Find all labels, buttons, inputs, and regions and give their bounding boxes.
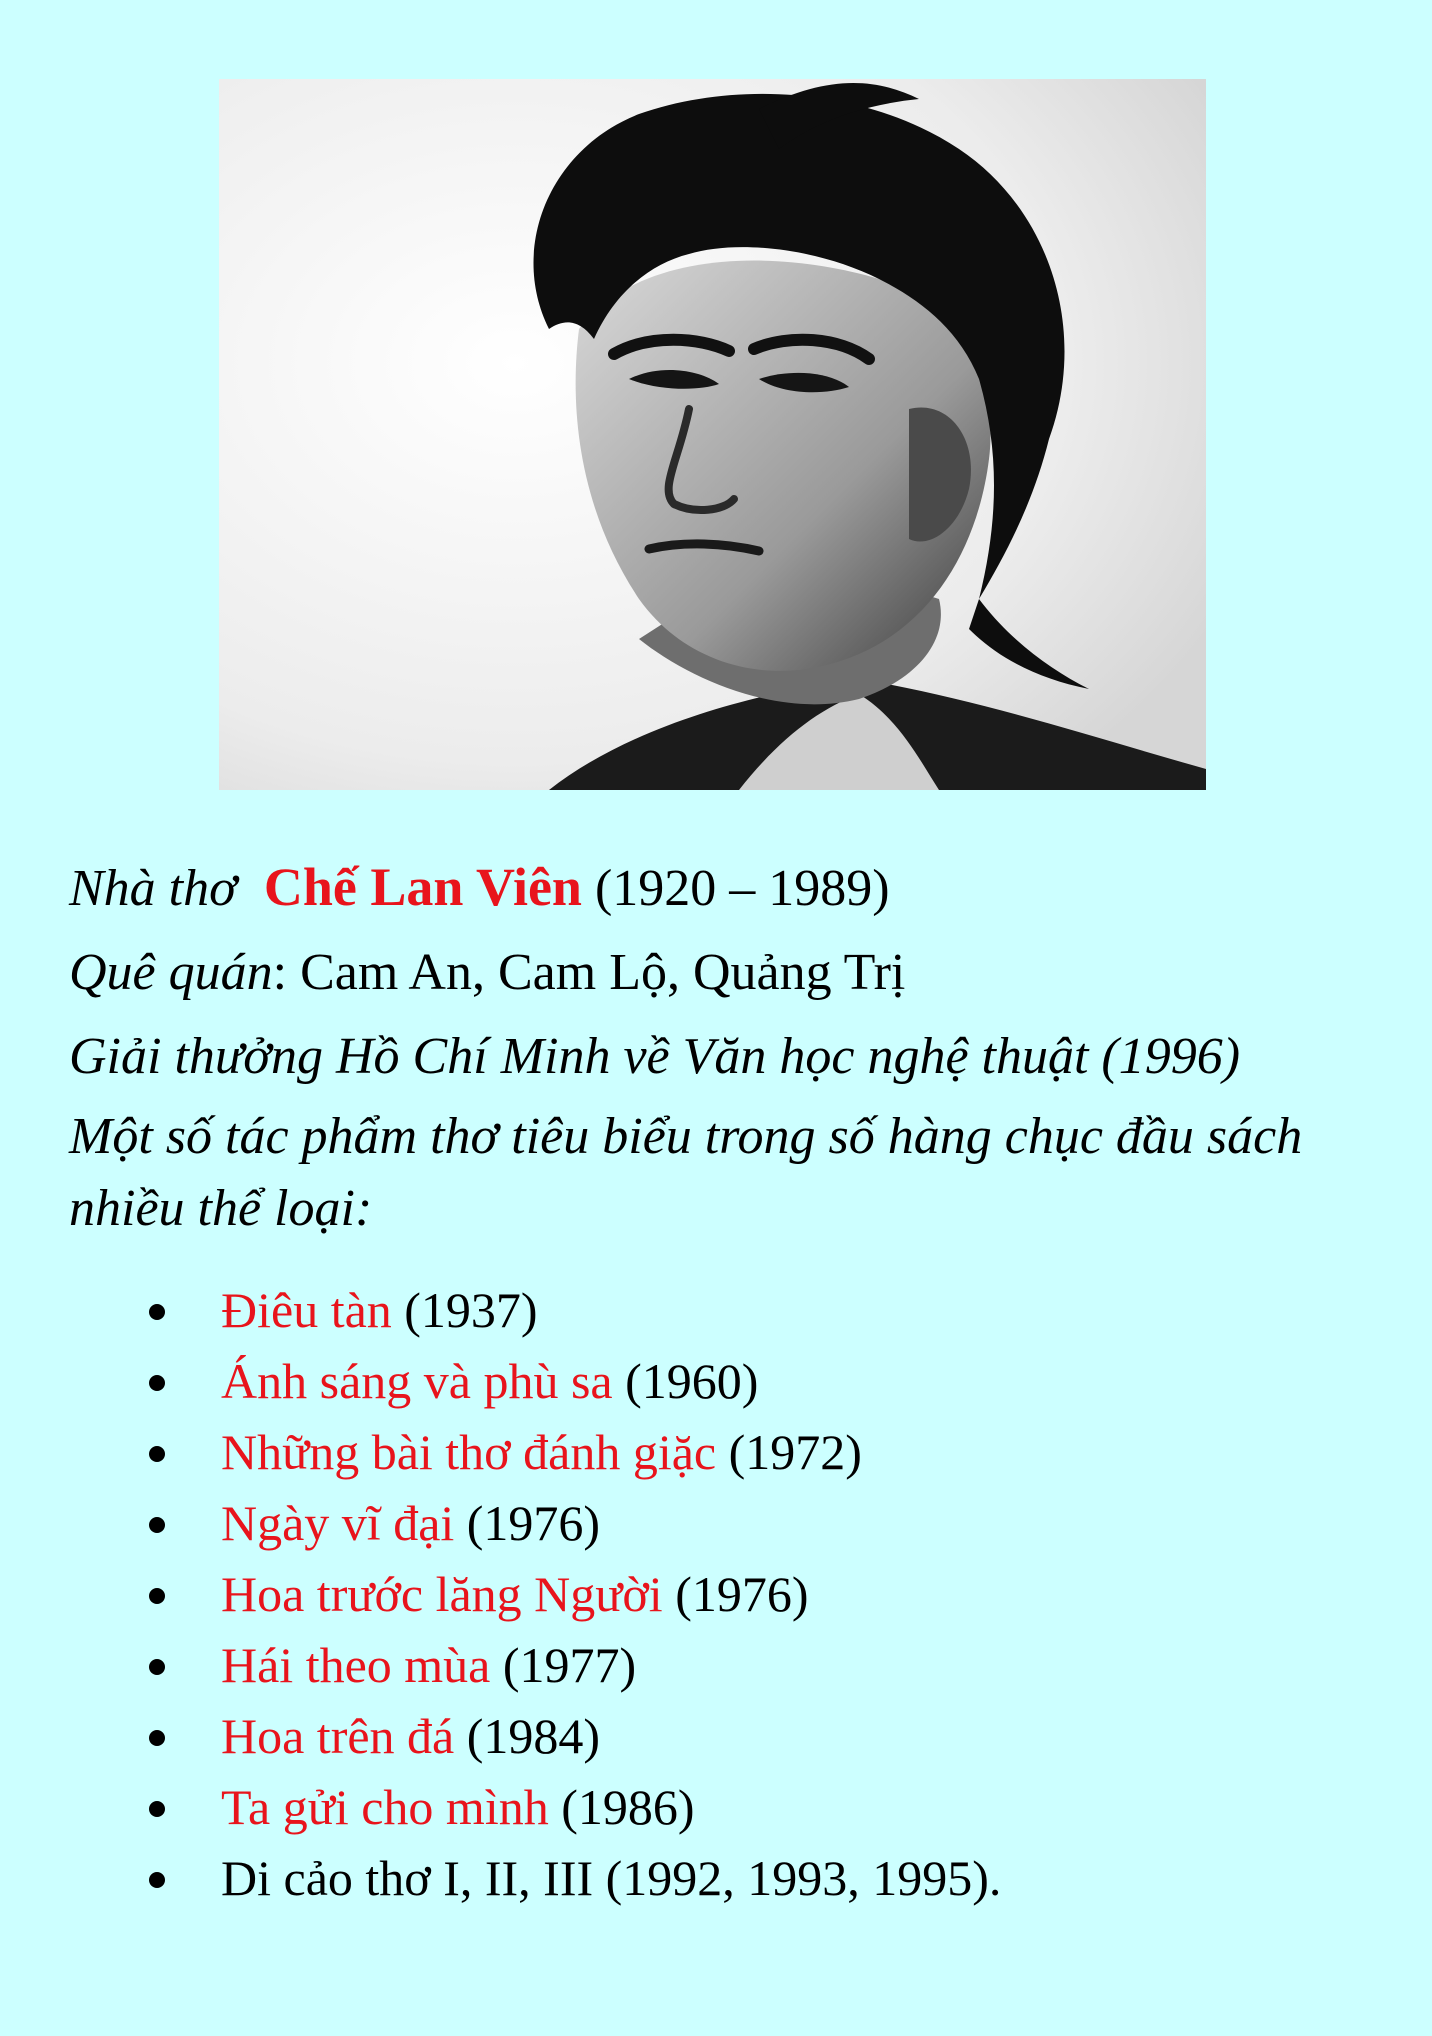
poet-name: Chế Lan Viên (263, 857, 582, 917)
hometown-label: Quê quán (69, 944, 273, 1001)
work-title: Ánh sáng và phù sa (221, 1353, 613, 1409)
bullet-icon (149, 1659, 165, 1675)
work-year: (1937) (391, 1282, 538, 1338)
bio-section (69, 845, 1409, 1245)
list-item (141, 1559, 1001, 1630)
work-title: Hái theo mùa (221, 1637, 491, 1693)
list-item (141, 1843, 1001, 1914)
works-intro: Một số tác phẩm thơ tiêu biểu trong số hàng chục đầu sách nhiều thể loại: (69, 1108, 1303, 1237)
bullet-icon (149, 1730, 165, 1746)
bullet-icon (149, 1872, 165, 1888)
work-title: Điêu tàn (221, 1282, 392, 1338)
list-item (141, 1417, 1001, 1488)
work-title: Ngày vĩ đại (221, 1495, 455, 1551)
hometown-value: : Cam An, Cam Lộ, Quảng Trị (272, 944, 906, 1001)
list-item (141, 1275, 1001, 1346)
hometown-line (69, 931, 1409, 1015)
work-year: (1976) (662, 1566, 809, 1622)
bullet-icon (149, 1517, 165, 1533)
work-year: (1992, 1993, 1995). (593, 1850, 1002, 1906)
portrait-photo-icon (219, 79, 1206, 790)
work-year: (1986) (548, 1779, 695, 1835)
bullet-icon (149, 1304, 165, 1320)
poet-years: (1920 – 1989) (594, 860, 890, 917)
bullet-icon (149, 1588, 165, 1604)
work-title: Những bài thơ đánh giặc (221, 1424, 717, 1480)
award-line: Giải thưởng Hồ Chí Minh về Văn học nghệ thuật (1996) (69, 1028, 1241, 1085)
title-prefix: Nhà thơ (69, 860, 237, 917)
list-item (141, 1772, 1001, 1843)
poet-portrait (219, 79, 1206, 790)
bullet-icon (149, 1446, 165, 1462)
bullet-icon (149, 1801, 165, 1817)
work-title: Hoa trên đá (221, 1708, 455, 1764)
list-item (141, 1630, 1001, 1701)
list-item (141, 1701, 1001, 1772)
work-year: (1976) (454, 1495, 601, 1551)
work-year: (1977) (490, 1637, 637, 1693)
works-list (141, 1275, 1001, 1914)
work-title: Ta gửi cho mình (221, 1779, 549, 1835)
work-year: (1960) (612, 1353, 759, 1409)
list-item (141, 1346, 1001, 1417)
poet-heading (69, 845, 1409, 931)
work-year: (1972) (716, 1424, 862, 1480)
work-title: Hoa trước lăng Người (221, 1566, 663, 1622)
list-item (141, 1488, 1001, 1559)
work-year: (1984) (454, 1708, 601, 1764)
work-title: Di cảo thơ I, II, III (221, 1850, 594, 1906)
bullet-icon (149, 1375, 165, 1391)
